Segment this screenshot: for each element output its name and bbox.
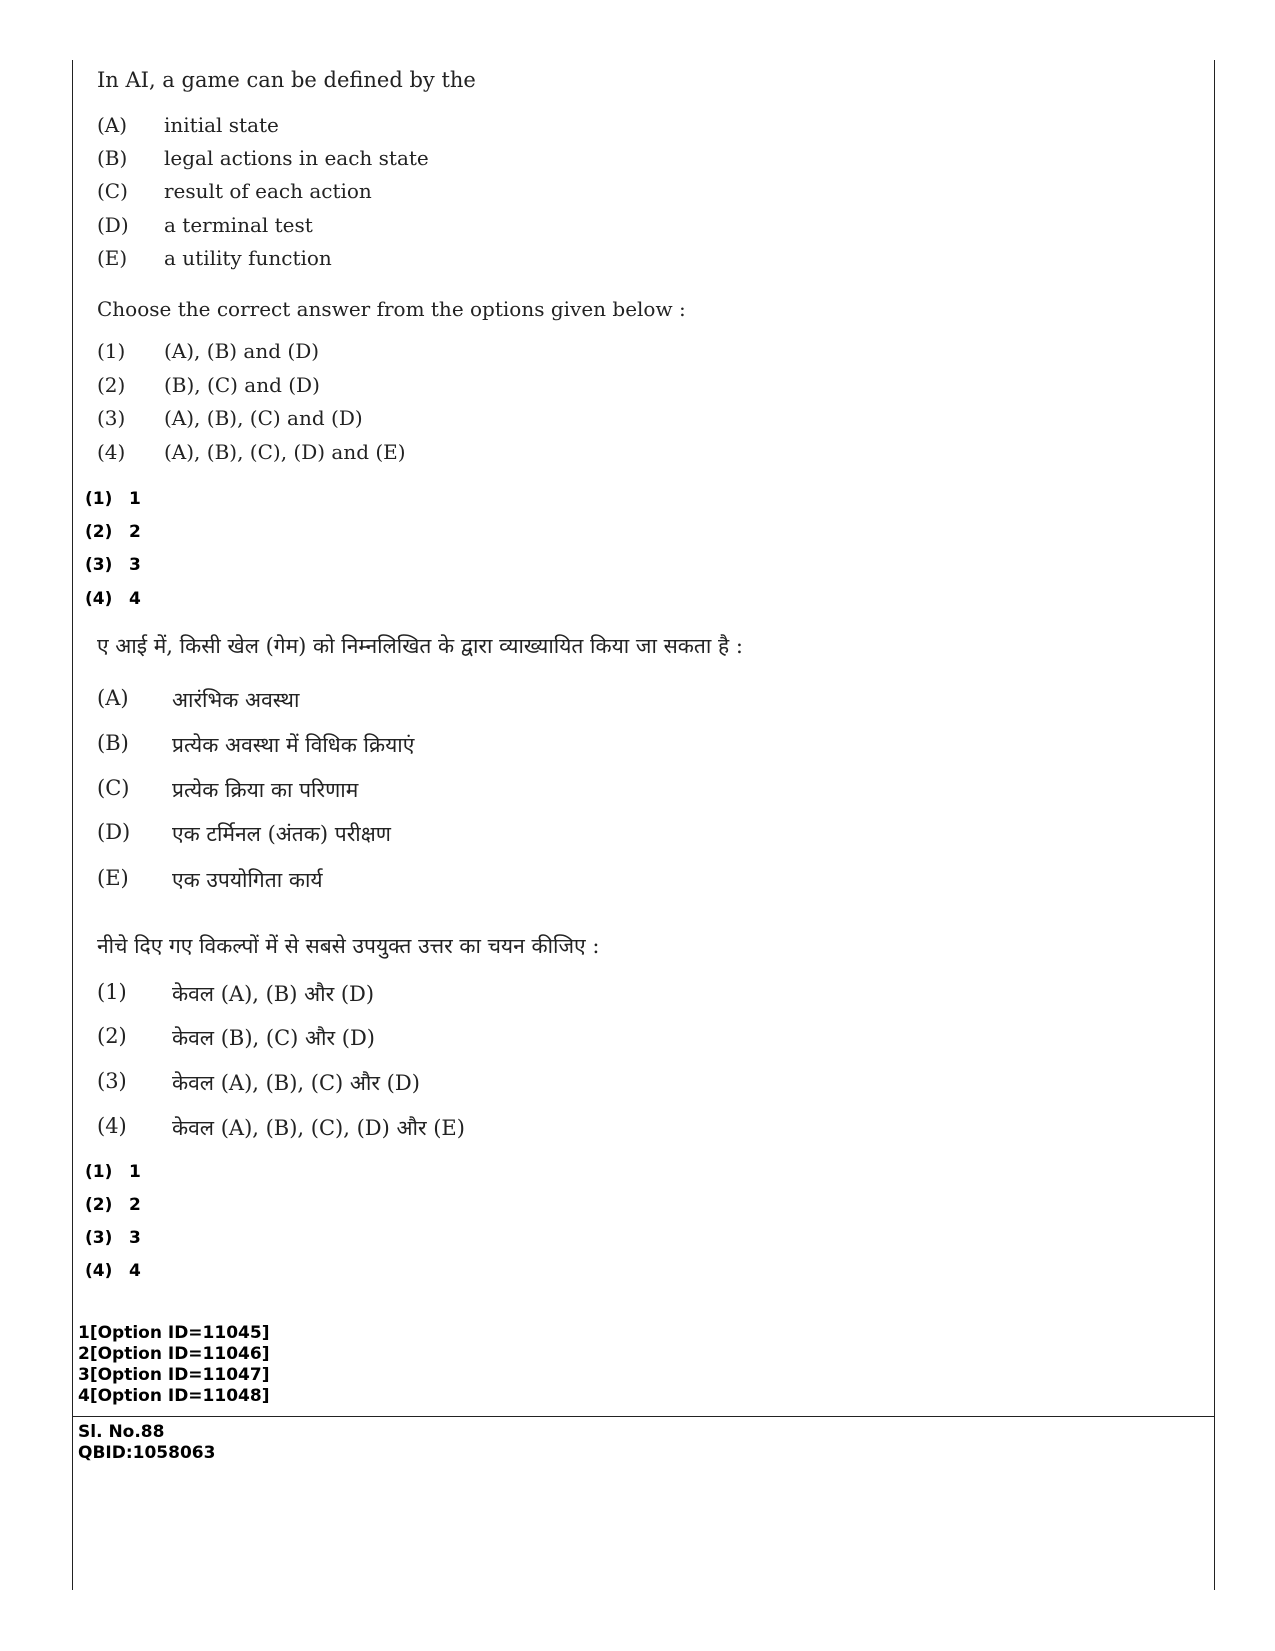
statement-c-hindi: (C) प्रत्येक क्रिया का परिणाम: [97, 776, 359, 802]
statement-a-hindi: (A) आरंभिक अवस्था: [97, 686, 300, 712]
statement-b-hindi: (B) प्रत्येक अवस्था में विधिक क्रियाएं: [97, 731, 415, 757]
choice-2-english: (2) (B), (C) and (D): [97, 373, 320, 397]
instruction-hindi: नीचे दिए गए विकल्पों में से सबसे उपयुक्त उत्तर का चयन कीजिए :: [97, 934, 600, 958]
answer-option-4[interactable]: (4) 4: [85, 589, 141, 609]
question-divider: [72, 1416, 1215, 1417]
option-id-2: 2[Option ID=11046]: [78, 1344, 270, 1364]
answer-option-3-hindi[interactable]: (3) 3: [85, 1228, 141, 1248]
next-question-meta: [78, 1422, 215, 1464]
choice-3-hindi: (3) केवल (A), (B), (C) और (D): [97, 1069, 420, 1095]
statement-b-english: (B) legal actions in each state: [97, 146, 429, 170]
qbid: QBID:1058063: [78, 1443, 216, 1463]
question-text-hindi: ए आई में, किसी खेल (गेम) को निम्नलिखित के द्वारा व्याख्यायित किया जा सकता है :: [97, 634, 743, 658]
option-id-4: 4[Option ID=11048]: [78, 1386, 270, 1406]
option-id-1: 1[Option ID=11045]: [78, 1323, 270, 1343]
answer-option-3[interactable]: (3) 3: [85, 555, 141, 575]
answer-option-2-hindi[interactable]: (2) 2: [85, 1195, 141, 1215]
statement-d-english: (D) a terminal test: [97, 213, 313, 237]
option-id-3: 3[Option ID=11047]: [78, 1365, 270, 1385]
instruction-english: Choose the correct answer from the options given below :: [97, 297, 686, 321]
page-right-border: [1214, 60, 1215, 1590]
answer-option-2[interactable]: (2) 2: [85, 522, 141, 542]
statement-c-english: (C) result of each action: [97, 179, 372, 203]
serial-number: Sl. No.88: [78, 1422, 165, 1442]
choice-1-english: (1) (A), (B) and (D): [97, 339, 320, 363]
choice-3-english: (3) (A), (B), (C) and (D): [97, 406, 363, 430]
option-id-list: [78, 1323, 269, 1407]
answer-option-1[interactable]: (1) 1: [85, 489, 141, 509]
statement-e-english: (E) a utility function: [97, 246, 332, 270]
choice-2-hindi: (2) केवल (B), (C) और (D): [97, 1024, 375, 1050]
page-left-border: [72, 60, 73, 1590]
choice-4-english: (4) (A), (B), (C), (D) and (E): [97, 440, 406, 464]
choice-1-hindi: (1) केवल (A), (B) और (D): [97, 980, 375, 1006]
choice-4-hindi: (4) केवल (A), (B), (C), (D) और (E): [97, 1114, 465, 1140]
statement-e-hindi: (E) एक उपयोगिता कार्य: [97, 866, 323, 892]
statement-a-english: (A) initial state: [97, 113, 279, 137]
answer-option-1-hindi[interactable]: (1) 1: [85, 1162, 141, 1182]
answer-option-4-hindi[interactable]: (4) 4: [85, 1261, 141, 1281]
question-text-english: In AI, a game can be defined by the: [97, 68, 476, 92]
statement-d-hindi: (D) एक टर्मिनल (अंतक) परीक्षण: [97, 820, 391, 846]
